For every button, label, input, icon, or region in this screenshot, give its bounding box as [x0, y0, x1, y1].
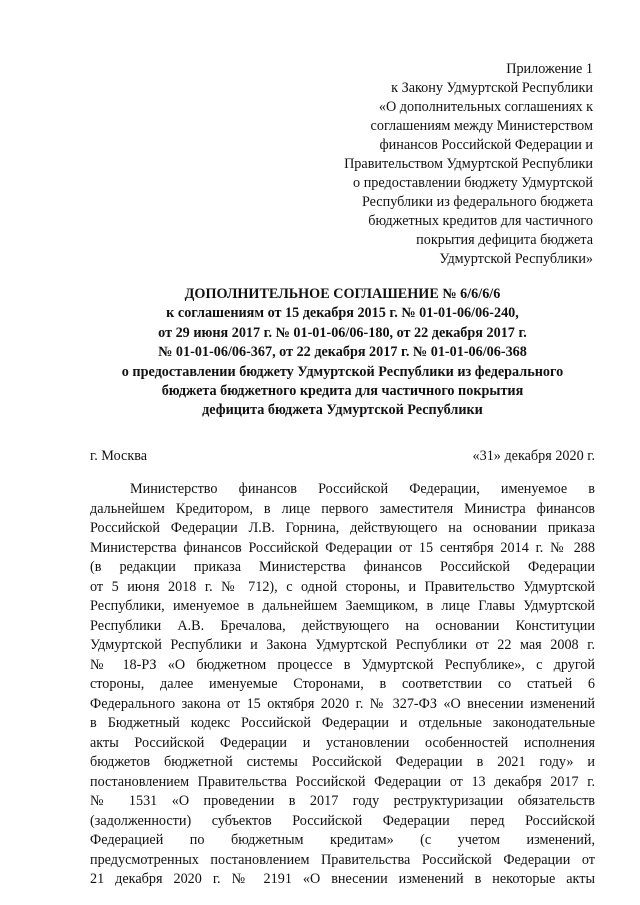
title-line: бюджета бюджетного кредита для частичного покрытия: [161, 383, 524, 400]
body-line: стороны, далее именуемые Сторонами, в соответствии со статьей 6: [90, 676, 595, 692]
body-line: дальнейшем Кредитором, в лице первого заместителя Министра финансов: [90, 500, 595, 517]
title-line: № 01-01-06/06-367, от 22 декабря 2017 г. № 01-01-06/06-368: [158, 344, 527, 361]
appendix-line: Приложение 1: [506, 61, 593, 77]
appendix-line: бюджетных кредитов для частичного: [368, 213, 593, 229]
body-line: Республики, именуемое в дальнейшем Заемщиком, в лице Главы Удмуртской: [90, 598, 595, 614]
body-line: Министерства финансов Российской Федерации от 15 сентября 2014 г. № 288: [90, 539, 595, 556]
body-line: № 18-РЗ «О бюджетном процессе в Удмуртской Республике», с другой: [90, 656, 595, 673]
date-text: «31» декабря 2020 г.: [472, 448, 595, 464]
body-line: 21 декабря 2020 г. № 2191 «О внесении изменений в некоторые акты: [90, 871, 595, 887]
place-date-row: [90, 447, 595, 466]
place-text: г. Москва: [90, 448, 148, 464]
appendix-line: Правительством Удмуртской Республики: [344, 156, 593, 172]
appendix-line: Республики из федерального бюджета: [361, 194, 593, 210]
appendix-line: соглашениям между Министерством: [370, 118, 593, 134]
body-line: от 5 июня 2018 г. № 712), с одной стороны, и Правительство Удмуртской: [90, 578, 595, 595]
title-line: о предоставлении бюджету Удмуртской Республики из федерального: [121, 363, 564, 380]
body-line: бюджетов бюджетной системы Российской Федерации в 2021 году» и: [90, 754, 595, 770]
title-line: ДОПОЛНИТЕЛЬНОЕ СОГЛАШЕНИЕ № 6/6/6/6: [184, 286, 501, 302]
body-line: (задолженности) субъектов Российской Федерации перед Российской: [90, 812, 595, 829]
appendix-line: «О дополнительных соглашениях к: [378, 99, 593, 115]
body-line: Федерацией по бюджетным кредитам» (с учетом изменений,: [90, 832, 595, 848]
title-line: от 29 июня 2017 г. № 01-01-06/06-180, от 22 декабря 2017 г.: [158, 324, 527, 341]
body-line: (в редакции приказа Министерства финансов Российской Федерации: [90, 559, 595, 575]
appendix-line: к Закону Удмуртской Республики: [391, 80, 593, 96]
title-line: дефицита бюджета Удмуртской Республики: [202, 402, 483, 419]
appendix-line: финансов Российской Федерации и: [379, 137, 593, 153]
body-line: Федерального закона от 15 октября 2020 г. № 327-ФЗ «О внесении изменений: [90, 695, 595, 712]
body-line: № 1531 «О проведении в 2017 году реструктуризации обязательств: [90, 793, 595, 809]
body-line: Министерство финансов Российской Федерации, именуемое в: [130, 481, 595, 497]
appendix-header: [293, 60, 593, 269]
body-line: Удмуртской Республики и Закона Удмуртской Республики от 22 мая 2008 г.: [90, 637, 595, 653]
body-line: предусмотренных постановлением Правительства Российской Федерации от: [90, 851, 595, 868]
body-line: постановлением Правительства Российской Федерации от 13 декабря 2017 г.: [90, 773, 595, 790]
agreement-title: [90, 285, 595, 421]
body-line: в Бюджетный кодекс Российской Федерации и отдельные законодательные: [90, 715, 595, 731]
body-line: Республики А.В. Бречалова, действующего на основании Конституции: [90, 617, 595, 634]
title-line: к соглашениям от 15 декабря 2015 г. № 01-01-06/06-240,: [166, 305, 519, 322]
appendix-line: покрытия дефицита бюджета: [416, 232, 593, 248]
body-line: Российской Федерации Л.В. Горнина, действующего на основании приказа: [90, 520, 595, 536]
body-line: акты Российской Федерации и установлении особенностей исполнения: [90, 734, 595, 751]
agreement-body: [90, 480, 595, 890]
appendix-line: Удмуртской Республики»: [439, 251, 593, 267]
appendix-line: о предоставлении бюджету Удмуртской: [353, 175, 593, 191]
